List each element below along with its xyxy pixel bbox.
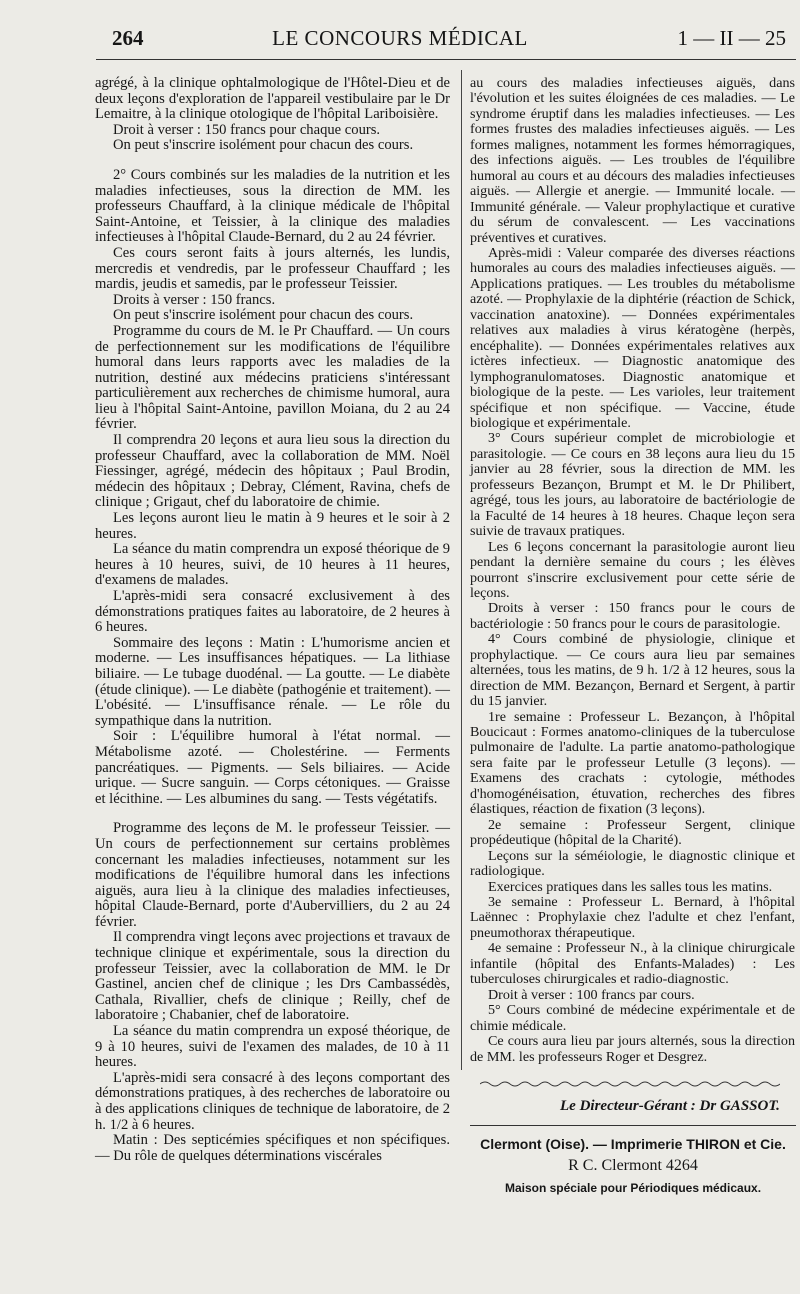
paragraph: Droits à verser : 150 francs. <box>113 291 276 308</box>
printer-registry: R C. Clermont 4264 <box>568 1157 698 1174</box>
paragraph: 2e semaine : Professeur Sergent, clinique propédeutique (hôpital de la Charité). <box>470 816 795 849</box>
paragraph: 3e semaine : Professeur L. Bernard, à l'hôpital Laënnec : Prophylaxie chez l'adulte et chez l'enfant, pneumothorax thérapeutique. <box>470 894 795 941</box>
paragraph: On peut s'inscrire isolément pour chacun des cours. <box>113 137 414 154</box>
ornamental-wave-rule <box>480 1080 780 1088</box>
paragraph: Sommaire des leçons : Matin : L'humorisme ancien et moderne. — Les insuffisances hépatiques. — La lithiase biliaire. — Le tubage duodénal. — La goutte. — Le diabète (étude clinique). — Le diabète (pathogénie et traitement). — L'obésité. — L'insuffisance rénale. — Le rôle du sympathique dans la nutrition. <box>95 634 450 729</box>
header-rule <box>96 59 796 60</box>
paragraph: Exercices pratiques dans les salles tous les matins. <box>488 878 773 895</box>
paragraph: Les 6 leçons concernant la parasitologie auront lieu pendant la dernière semaine du cours ; les élèves pourront s'inscrire exclusivement pour cette série de leçons. <box>470 538 795 601</box>
paragraph: Droit à verser : 150 francs pour chaque cours. <box>113 121 381 138</box>
paragraph: agrégé, à la clinique ophtalmologique de l'Hôtel-Dieu et de deux leçons d'exploration de l'appareil vestibulaire par le Dr Lemaitre, à la clinique otologique de l'hôpital Lariboisière. <box>95 75 450 123</box>
paragraph: 2° Cours combinés sur les maladies de la nutrition et les maladies infectieuses, sous la direction de MM. les professeurs Chauffard, à la clinique médicale de l'hôpital Saint-Antoine, et Teissier, à la clinique des maladies infectieuses à l'hôpital Claude-Bernard, du 2 au 24 février. <box>95 166 450 246</box>
paragraph: au cours des maladies infectieuses aiguës, dans l'évolution et les suites éloignées de ces maladies. — Le syndrome éruptif dans les maladies infectieuses. — Les formes frustes des maladies infectieuses aiguës. — Les formes malignes, notamment les formes hémorragiques, des infections aiguës. — Les troubles de l'équilibre humoral au cours et au décours des maladies infectieuses aiguës. — Allergie et anergie. — Immunité locale. — Immunité générale. — Valeur prophylactique et curative du sérum de convalescent. — Les vaccinations préventives et curatives. <box>470 75 795 246</box>
paragraph: La séance du matin comprendra un exposé théorique, de 9 à 10 heures, suivi de l'examen des malades, de 10 à 11 heures. <box>95 1023 450 1071</box>
paragraph: Droits à verser : 150 francs pour le cours de bactériologie : 50 francs pour le cours de parasitologie. <box>470 600 795 632</box>
paragraph: 5° Cours combiné de médecine expérimentale et de chimie médicale. <box>470 1002 795 1034</box>
paragraph: 4e semaine : Professeur N., à la clinique chirurgicale infantile (hôpital des Enfants-Malades) : Les tuberculoses chirurgicales et radio-diagnostic. <box>470 940 795 988</box>
paragraph: Les leçons auront lieu le matin à 9 heures et le soir à 2 heures. <box>95 510 450 542</box>
paragraph: Il comprendra vingt leçons avec projections et travaux de technique clinique et expérimentale, sous la direction du professeur Teissier, avec la collaboration de MM. le Dr Gastinel, ancien chef de clinique ; les Drs Cambassédès, Cathala, Rivallier, chefs de clinique ; Reilly, chef de laboratoire ; Chabanier, chef de laboratoire. <box>95 929 450 1024</box>
left-column <box>95 76 450 1164</box>
paragraph: Soir : L'équilibre humoral à l'état normal. — Métabolisme azoté. — Cholestérine. — Ferments pancréatiques. — Pigments. — Sels biliaires. — Acide urique. — Sucre sanguin. — Corps cétoniques. — Graisse et lécithine. — Les albumines du sang. — Tests végétatifs. <box>95 728 450 807</box>
paragraph: 3° Cours supérieur complet de microbiologie et parasitologie. — Ce cours en 38 leçons aura lieu du 15 janvier au 28 février, sous la direction de MM. les professeurs Bezançon, Brumpt et M. le Dr Philibert, agrégé, tous les jours, au laboratoire de bactériologie de la Faculté de 14 heures à 18 heures. Chaque leçon sera suivie de travaux pratiques. <box>470 430 795 540</box>
printer-line: Clermont (Oise). — Imprimerie THIRON et Cie. <box>480 1136 786 1152</box>
paragraph: L'après-midi sera consacré exclusivement à des démonstrations pratiques faites au laboratoire, de 2 heures à 6 heures. <box>95 588 450 636</box>
spacer <box>95 807 450 821</box>
director-signature: Le Directeur-Gérant : Dr GASSOT. <box>560 1098 780 1114</box>
paragraph: Programme des leçons de M. le professeur Teissier. — Un cours de perfectionnement sur certains problèmes concernant les maladies infectieuses, notamment sur les modifications de l'équilibre humoral dans les infections aiguës, aura lieu à la clinique des maladies infectieuses, hôpital Claude-Bernard, porte d'Aubervilliers, du 2 au 24 février. <box>95 820 450 930</box>
paragraph: Programme du cours de M. le Pr Chauffard. — Un cours de perfectionnement sur les modifications de l'équilibre humoral dans leurs rapports avec les maladies de la nutrition, destiné aux médecins praticiens s'intéressant particulièrement aux recherches de chimisme humoral, aura lieu à l'hôpital Saint-Antoine, pavillon Moiana, du 2 au 24 février. <box>95 322 450 433</box>
paragraph: Il comprendra 20 leçons et aura lieu sous la direction du professeur Chauffard, avec la collaboration de MM. Noël Fiessinger, agrégé, médecin des hôpitaux ; Paul Brodin, médecin des hôpitaux ; Debray, Clément, Ravina, chefs de clinique ; Grigaut, chef du laboratoire de chimie. <box>95 432 450 511</box>
paragraph: 4° Cours combiné de physiologie, clinique et prophylactique. — Ce cours aura lieu par semaines alternées, tous les matins, de 9 h. 1/2 à 12 heures, sous la direction de MM. Bezançon, Bernard et Sergent, à partir du 15 janvier. <box>470 631 795 710</box>
paragraph: L'après-midi sera consacré à des leçons comportant des démonstrations pratiques, à des recherches de laboratoire ou à des applications cliniques de technique de laboratoire, de 2 h. 1/2 à 6 heures. <box>95 1069 450 1133</box>
paragraph: Matin : Des septicémies spécifiques et non spécifiques. — Du rôle de quelques déterminations viscérales <box>95 1132 450 1164</box>
paragraph: Ces cours seront faits à jours alternés, les lundis, mercredis et vendredis, par le professeur Chauffard ; les mardis, jeudis et samedis, par le professeur Teissier. <box>95 244 450 293</box>
paragraph: 1re semaine : Professeur L. Bezançon, à l'hôpital Boucicaut : Formes anatomo-cliniques de la tuberculose pulmonaire de l'adulte. La partie anatomo-pathologique sera faite par le professeur Letulle (3 leçons). — Examens des crachats : cytologie, méthodes d'homogénéisation, étuvation, recherches des fibres élastiques, réaction de fixation (3 leçons). <box>470 708 795 818</box>
footer-rule <box>470 1125 796 1126</box>
printer-imprint <box>470 1133 796 1199</box>
right-column <box>470 76 795 1065</box>
paragraph: Leçons sur la séméiologie, le diagnostic clinique et radiologique. <box>470 847 795 880</box>
journal-title: LE CONCOURS MÉDICAL <box>272 26 528 50</box>
paragraph: On peut s'inscrire isolément pour chacun des cours. <box>113 307 414 324</box>
spacer <box>95 154 450 168</box>
paragraph: Après-midi : Valeur comparée des diverses réactions humorales au cours des maladies infectieuses aiguës. — Applications pratiques. — Les troubles du métabolisme azoté. — Prophylaxie de la diphtérie (réaction de Schick, vaccination anatoxine). — Données expérimentales relatives aux maladies à virus kératogène (herpès, encéphalite). — Données expérimentales relatives aux ictères infectieux. — Diagnostic anatomique des lymphogranulomatoses. Diagnostic anatomique et biologique de la peste. — Les varioles, leur traitement spécifique et non spécifique. — Vaccine, étude biologique et expérimentale. <box>470 244 795 431</box>
printer-specialty: Maison spéciale pour Périodiques médicaux. <box>504 1181 762 1195</box>
column-divider <box>461 70 462 1070</box>
page-header <box>0 22 800 56</box>
issue-date: 1 — II — 25 <box>677 26 786 50</box>
page-number: 264 <box>112 26 144 50</box>
paragraph: Droit à verser : 100 francs par cours. <box>488 986 695 1003</box>
paragraph: La séance du matin comprendra un exposé théorique de 9 heures à 10 heures, suivi, de 10 heures à 11 heures, d'examens de malades. <box>95 541 450 589</box>
paragraph: Ce cours aura lieu par jours alternés, sous la direction de MM. les professeurs Roger et Desgrez. <box>470 1033 795 1065</box>
